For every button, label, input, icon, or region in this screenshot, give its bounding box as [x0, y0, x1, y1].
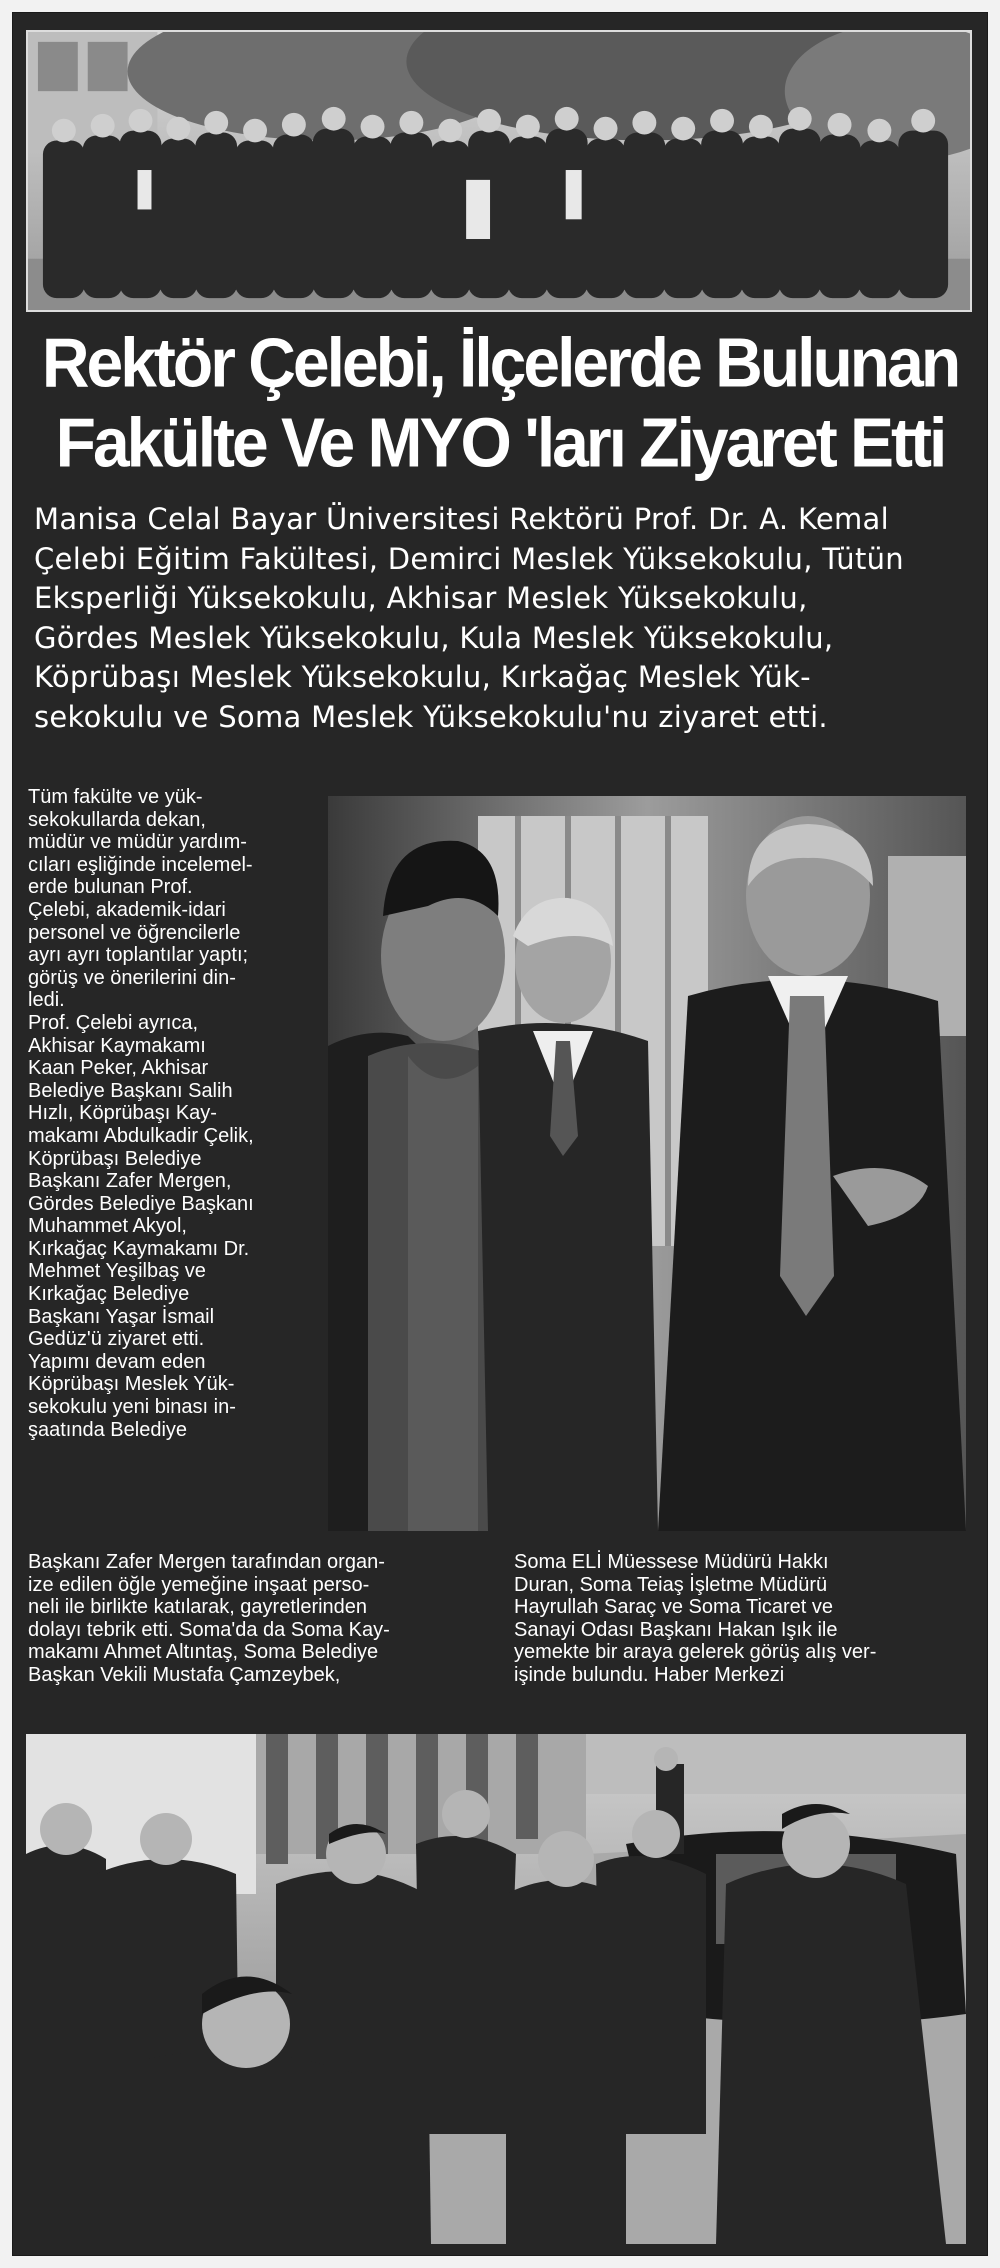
lead-paragraph: Manisa Celal Bayar Üniversitesi Rektörü Prof. Dr. A. Kemal Çelebi Eğitim Fakültesi, Demirci Meslek Yüksekokulu, Tütün Eksperliği Yüksekokulu, Akhisar Meslek Yüksekokulu, Gördes Meslek Yüksekokulu, Kula Meslek Yüksekokulu, Köprübaşı Meslek Yüksekokulu, Kırkağaç Meslek Yük- sekokulu ve Soma Meslek Yüksekokulu'nu ziyaret etti. — [34, 502, 904, 734]
meeting-photo-image — [328, 796, 966, 1531]
arrival-photo — [26, 1734, 966, 2244]
body-column-bottom-left: Başkanı Zafer Mergen tarafından organ- ize edilen öğle yemeğine inşaat perso- neli ile birlikte katılarak, gayretlerinden dolayı tebrik etti. Soma'da da Soma Kay- makamı Ahmet Altıntaş, Soma Belediye Başkan Vekili Mustafa Çamzeybek, — [28, 1551, 390, 1686]
headline-line-2: Fakülte Ve MYO 'ları Ziyaret Etti — [55, 402, 945, 482]
headline-line-1: Rektör Çelebi, İlçelerde Bulunan — [41, 322, 959, 402]
body-column-left: Tüm fakülte ve yük- sekokullarda dekan, müdür ve müdür yardım- cıları eşliğinde incelemel- erde bulunan Prof. Çelebi, akademik-idari personel ve öğrencilerle ayrı ayrı toplantılar yaptı; görüş ve önerilerini din- ledi. Prof. Çelebi ayrıca, Akhisar Kaymakamı Kaan Peker, Akhisar Belediye Başkanı Salih Hızlı, Köprübaşı Kay- makamı Abdulkadir Çelik, Köprübaşı Belediye Başkanı Zafer Mergen, Gördes Belediye Başkanı Muhammet Akyol, Kırkağaç Kaymakamı Dr. Mehmet Yeşilbaş ve Kırkağaç Belediye Başkanı Yaşar İsmail Gedüz'ü ziyaret etti. Yapımı devam eden Köprübaşı Meslek Yük- sekokulu yeni binası in- şaatında Belediye — [28, 786, 254, 1441]
body-column-bottom-right: Soma ELİ Müessese Müdürü Hakkı Duran, Soma Teiaş İşletme Müdürü Hayrullah Saraç ve Soma Ticaret ve Sanayi Odası Başkanı Hakan Işık ile yemekte bir araya gelerek görüş alış ver- işinde bulundu. Haber Merkezi — [514, 1551, 877, 1686]
group-photo — [26, 30, 972, 312]
group-photo-image — [28, 32, 970, 310]
arrival-photo-image — [26, 1734, 966, 2244]
meeting-photo — [328, 796, 966, 1531]
